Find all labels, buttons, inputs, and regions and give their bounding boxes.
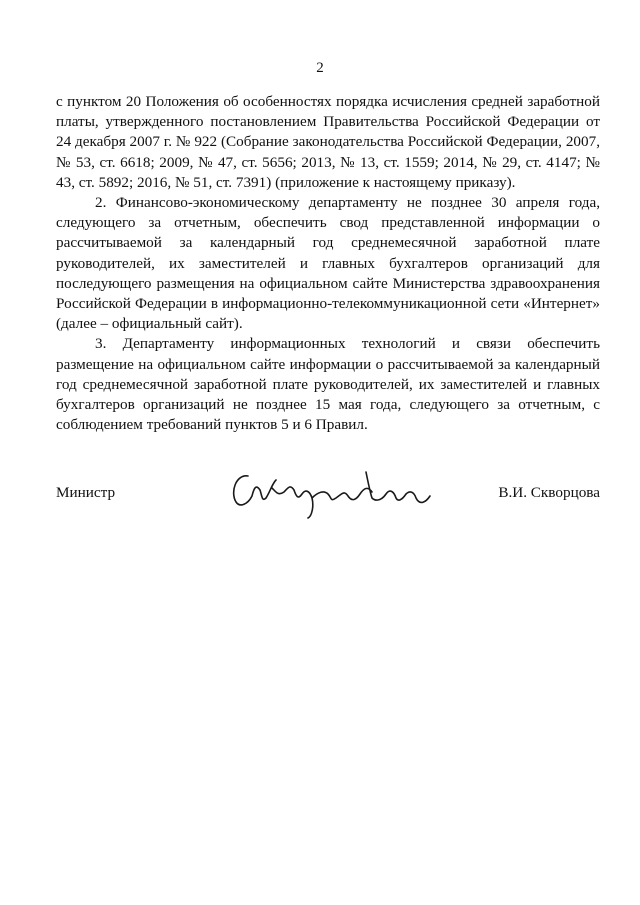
signature-block xyxy=(56,462,600,522)
signer-role: Министр xyxy=(56,484,116,501)
handwritten-signature-icon xyxy=(226,462,456,520)
paragraph-continuation: с пунктом 20 Положения об особенностях порядка исчисления средней заработной платы, утвержденного постановлением Правительства Российской Федерации от 24 декабря 2007 г. № 922 (Собрание законодательства Российской Федерации, 2007, № 53, ст. 6618; 2009, № 47, ст. 5656; 2013, № 13, ст. 1559; 2014, № 29, ст. 4147; № 43, ст. 5892; 2016, № 51, ст. 7391) (приложение к настоящему приказу). xyxy=(56,93,600,191)
document-body xyxy=(56,92,600,435)
signer-name: В.И. Скворцова xyxy=(498,484,600,501)
paragraph-item-3: 3. Департаменту информационных технологий и связи обеспечить размещение на официальном сайте информации о рассчитываемой за календарный год среднемесячной заработной плате руководителей, их заместителей и главных бухгалтеров организаций не позднее 15 мая года, следующего за отчетным, с соблюдением требований пунктов 5 и 6 Правил. xyxy=(56,335,600,434)
paragraph-item-2: 2. Финансово-экономическому департаменту не позднее 30 апреля года, следующего за отчетным, обеспечить свод представленной информации о рассчитываемой за календарный год среднемесячной заработной плате руководителей, их заместителей и главных бухгалтеров организаций для последующего размещения на официальном сайте Министерства здравоохранения Российской Федерации в информационно-телекоммуникационной сети «Интернет» (далее – официальный сайт). xyxy=(56,194,600,333)
page-number: 2 xyxy=(316,60,324,76)
